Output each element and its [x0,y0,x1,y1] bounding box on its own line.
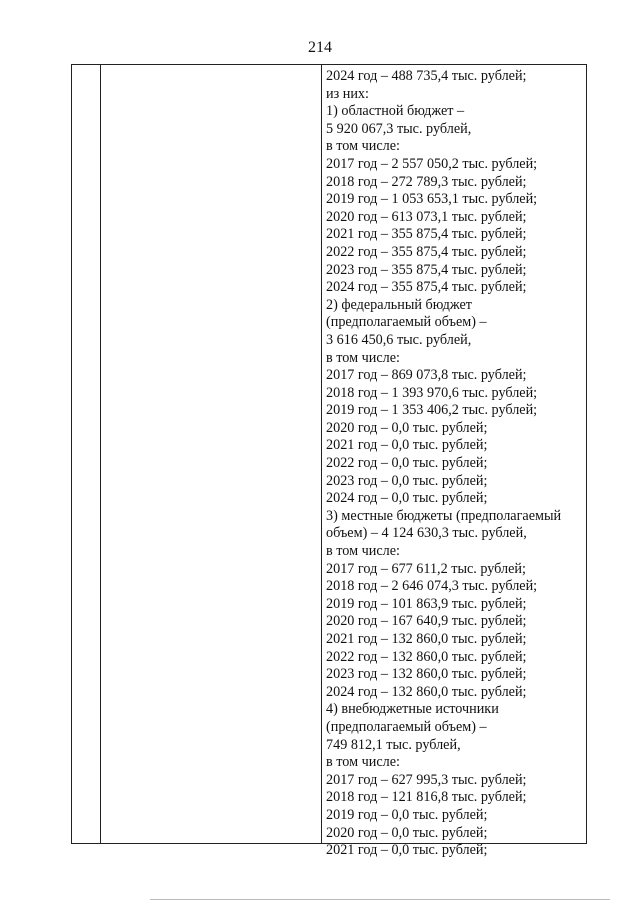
cell-text-line: 2022 год – 0,0 тыс. рублей; [326,455,488,472]
cell-text-line: 2020 год – 0,0 тыс. рублей; [326,824,488,841]
cell-text-line: 2022 год – 355 875,4 тыс. рублей; [326,243,527,260]
cell-text-line: в том числе: [326,543,400,560]
bottom-divider [150,899,610,900]
cell-text-line: 2023 год – 0,0 тыс. рублей; [326,472,488,489]
cell-text-line: 3 616 450,6 тыс. рублей, [326,331,472,348]
cell-text-line: 749 812,1 тыс. рублей, [326,736,461,753]
page-number: 214 [308,39,332,56]
cell-text-line: 2024 год – 355 875,4 тыс. рублей; [326,279,527,296]
cell-text-line: 2023 год – 355 875,4 тыс. рублей; [326,261,527,278]
cell-text-line: в том числе: [326,754,400,771]
cell-text-line: 2017 год – 677 611,2 тыс. рублей; [326,560,526,577]
cell-text-line: 2022 год – 132 860,0 тыс. рублей; [326,648,527,665]
cell-text-line: (предполагаемый объем) – [326,718,487,735]
cell-text-line: 2019 год – 101 863,9 тыс. рублей; [326,595,527,612]
cell-text-line: 2017 год – 627 995,3 тыс. рублей; [326,771,527,788]
cell-text-line: 2019 год – 1 353 406,2 тыс. рублей; [326,402,538,419]
cell-text-line: 2024 год – 488 735,4 тыс. рублей; [326,68,527,84]
cell-text-line: 2021 год – 355 875,4 тыс. рублей; [326,226,527,243]
cell-text-line: в том числе: [326,349,400,366]
cell-text-line: 2020 год – 613 073,1 тыс. рублей; [326,208,527,225]
cell-text-line: 1) областной бюджет – [326,103,465,120]
funding-table [71,64,587,859]
cell-text-line: 2019 год – 0,0 тыс. рублей; [326,806,488,823]
cell-text-line: 2017 год – 869 073,8 тыс. рублей; [326,367,527,384]
cell-text-line: 2020 год – 167 640,9 тыс. рублей; [326,613,527,630]
cell-text-line: 2018 год – 2 646 074,3 тыс. рублей; [326,578,538,595]
cell-text-line: 2020 год – 0,0 тыс. рублей; [326,419,488,436]
cell-text-line: 5 920 067,3 тыс. рублей, [326,120,472,137]
cell-text-line: 2024 год – 132 860,0 тыс. рублей; [326,683,527,700]
column-divider-1 [100,65,101,843]
cell-text-line: (предполагаемый объем) – [326,314,487,331]
column-divider-2 [321,65,322,843]
cell-text-line: объем) – 4 124 630,3 тыс. рублей, [326,525,527,542]
cell-text-line: 2018 год – 272 789,3 тыс. рублей; [326,173,527,190]
cell-text-line: 2021 год – 132 860,0 тыс. рублей; [326,631,527,647]
cell-text-line: из них: [326,85,369,102]
cell-text-line: 3) местные бюджеты (предполагаемый [326,507,562,524]
cell-text-line: 2024 год – 0,0 тыс. рублей; [326,490,488,507]
funding-text-cell [326,68,586,860]
cell-text-line: 4) внебюджетные источники [326,701,499,718]
cell-text-line: 2021 год – 0,0 тыс. рублей; [326,842,488,859]
cell-text-line: 2018 год – 1 393 970,6 тыс. рублей; [326,384,538,401]
cell-text-line: в том числе: [326,138,400,155]
cell-text-line: 2023 год – 132 860,0 тыс. рублей; [326,666,527,683]
cell-text-line: 2019 год – 1 053 653,1 тыс. рублей; [326,191,538,208]
cell-text-line: 2017 год – 2 557 050,2 тыс. рублей; [326,155,538,172]
cell-text-line: 2) федеральный бюджет [326,296,472,313]
cell-text-line: 2018 год – 121 816,8 тыс. рублей; [326,789,527,806]
cell-text-line: 2021 год – 0,0 тыс. рублей; [326,437,488,454]
